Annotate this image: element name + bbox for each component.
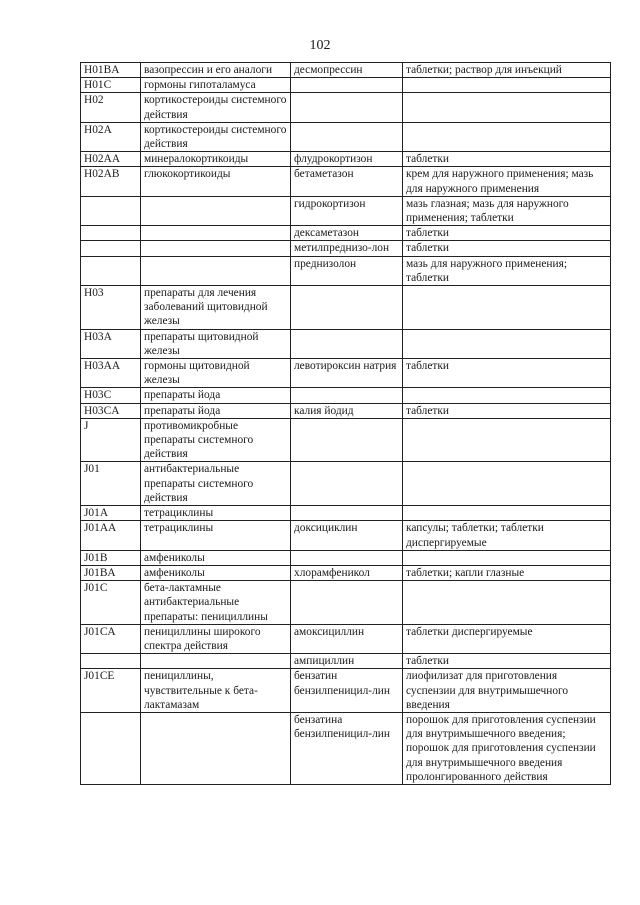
dosage-form-cell: порошок для приготовления суспензии для внутримышечного введения; порошок для приготовления суспензии для внутримышечного введения пролонгированного действия	[403, 712, 611, 784]
dosage-form-cell: таблетки	[403, 226, 611, 241]
dosage-form-cell: капсулы; таблетки; таблетки диспергируемые	[403, 521, 611, 550]
dosage-form-cell: мазь для наружного применения; таблетки	[403, 256, 611, 285]
table-row	[81, 550, 611, 565]
dosage-form-cell	[403, 388, 611, 403]
table-row	[81, 581, 611, 625]
dosage-form-cell	[403, 286, 611, 330]
drug-name-cell: дексаметазон	[291, 226, 403, 241]
dosage-form-cell	[403, 122, 611, 151]
atc-group-cell: препараты йода	[141, 388, 291, 403]
atc-code-cell	[81, 196, 141, 225]
atc-code-cell: H01BA	[81, 63, 141, 78]
drug-name-cell: бензатина бензилпеницил-лин	[291, 712, 403, 784]
table-row	[81, 712, 611, 784]
drug-name-cell: калия йодид	[291, 403, 403, 418]
drug-name-cell: доксициклин	[291, 521, 403, 550]
table-row	[81, 286, 611, 330]
dosage-form-cell	[403, 418, 611, 462]
drug-name-cell	[291, 462, 403, 506]
atc-code-cell: H02	[81, 93, 141, 122]
atc-group-cell: кортикостероиды системного действия	[141, 122, 291, 151]
atc-code-cell: H03	[81, 286, 141, 330]
atc-group-cell: гормоны щитовидной железы	[141, 359, 291, 388]
drug-name-cell	[291, 388, 403, 403]
table-row	[81, 122, 611, 151]
atc-group-cell: амфениколы	[141, 565, 291, 580]
dosage-form-cell: таблетки	[403, 241, 611, 256]
atc-group-cell: бета-лактамные антибактериальные препараты: пенициллины	[141, 581, 291, 625]
atc-code-cell: J01CA	[81, 624, 141, 653]
table-row	[81, 241, 611, 256]
dosage-form-cell	[403, 78, 611, 93]
dosage-form-cell: крем для наружного применения; мазь для наружного применения	[403, 167, 611, 196]
table-row	[81, 462, 611, 506]
table-row	[81, 78, 611, 93]
page-number: 102	[309, 38, 331, 53]
drug-name-cell	[291, 581, 403, 625]
drug-name-cell: хлорамфеникол	[291, 565, 403, 580]
atc-code-cell: H03A	[81, 329, 141, 358]
drug-name-cell: бетаметазон	[291, 167, 403, 196]
atc-group-cell	[141, 654, 291, 669]
table-row	[81, 329, 611, 358]
table-row	[81, 167, 611, 196]
table-row	[81, 418, 611, 462]
atc-code-cell: J01AA	[81, 521, 141, 550]
table-row	[81, 93, 611, 122]
atc-group-cell	[141, 196, 291, 225]
table-row	[81, 624, 611, 653]
dosage-form-cell: таблетки диспергируемые	[403, 624, 611, 653]
drug-name-cell: преднизолон	[291, 256, 403, 285]
dosage-form-cell	[403, 581, 611, 625]
drug-name-cell: флудрокортизон	[291, 152, 403, 167]
atc-code-cell: J	[81, 418, 141, 462]
atc-group-cell: пенициллины, чувствительные к бета-лактамазам	[141, 669, 291, 713]
dosage-form-cell: таблетки; раствор для инъекций	[403, 63, 611, 78]
atc-group-cell: кортикостероиды системного действия	[141, 93, 291, 122]
drug-name-cell: амоксициллин	[291, 624, 403, 653]
drug-name-cell: бензатин бензилпеницил-лин	[291, 669, 403, 713]
atc-code-cell: J01B	[81, 550, 141, 565]
atc-group-cell: амфениколы	[141, 550, 291, 565]
dosage-form-cell	[403, 550, 611, 565]
atc-group-cell: препараты щитовидной железы	[141, 329, 291, 358]
table-row	[81, 256, 611, 285]
atc-code-cell	[81, 654, 141, 669]
dosage-form-cell	[403, 506, 611, 521]
atc-group-cell	[141, 712, 291, 784]
drug-name-cell	[291, 550, 403, 565]
dosage-form-cell: таблетки	[403, 359, 611, 388]
atc-code-cell: H01C	[81, 78, 141, 93]
drug-table	[80, 62, 611, 785]
atc-group-cell	[141, 241, 291, 256]
atc-group-cell	[141, 256, 291, 285]
atc-code-cell	[81, 712, 141, 784]
dosage-form-cell: таблетки	[403, 403, 611, 418]
table-row	[81, 669, 611, 713]
table-row	[81, 506, 611, 521]
atc-code-cell: J01C	[81, 581, 141, 625]
atc-code-cell	[81, 241, 141, 256]
table-row	[81, 403, 611, 418]
dosage-form-cell: таблетки	[403, 654, 611, 669]
drug-name-cell: левотироксин натрия	[291, 359, 403, 388]
atc-group-cell: тетрациклины	[141, 506, 291, 521]
atc-code-cell: J01BA	[81, 565, 141, 580]
drug-name-cell	[291, 418, 403, 462]
drug-name-cell	[291, 329, 403, 358]
dosage-form-cell	[403, 93, 611, 122]
drug-name-cell	[291, 506, 403, 521]
drug-name-cell: десмопрессин	[291, 63, 403, 78]
atc-code-cell: H02A	[81, 122, 141, 151]
table-row	[81, 63, 611, 78]
dosage-form-cell: мазь глазная; мазь для наружного применения; таблетки	[403, 196, 611, 225]
drug-table-body	[81, 63, 611, 785]
atc-code-cell: H03CA	[81, 403, 141, 418]
dosage-form-cell: таблетки; капли глазные	[403, 565, 611, 580]
table-row	[81, 152, 611, 167]
atc-group-cell: глюкокортикоиды	[141, 167, 291, 196]
atc-code-cell: H02AA	[81, 152, 141, 167]
drug-name-cell	[291, 93, 403, 122]
dosage-form-cell: лиофилизат для приготовления суспензии для внутримышечного введения	[403, 669, 611, 713]
drug-name-cell: метилпреднизо-лон	[291, 241, 403, 256]
drug-name-cell: ампициллин	[291, 654, 403, 669]
atc-code-cell	[81, 256, 141, 285]
atc-group-cell: вазопрессин и его аналоги	[141, 63, 291, 78]
dosage-form-cell: таблетки	[403, 152, 611, 167]
atc-code-cell: J01A	[81, 506, 141, 521]
atc-group-cell: препараты йода	[141, 403, 291, 418]
atc-group-cell: антибактериальные препараты системного действия	[141, 462, 291, 506]
atc-code-cell: H02AB	[81, 167, 141, 196]
table-row	[81, 565, 611, 580]
table-row	[81, 388, 611, 403]
drug-name-cell	[291, 286, 403, 330]
drug-name-cell: гидрокортизон	[291, 196, 403, 225]
drug-name-cell	[291, 122, 403, 151]
atc-group-cell: минералокортикоиды	[141, 152, 291, 167]
atc-group-cell: гормоны гипоталамуса	[141, 78, 291, 93]
atc-group-cell: препараты для лечения заболеваний щитовидной железы	[141, 286, 291, 330]
atc-code-cell: J01CE	[81, 669, 141, 713]
drug-name-cell	[291, 78, 403, 93]
atc-code-cell: J01	[81, 462, 141, 506]
atc-group-cell	[141, 226, 291, 241]
table-row	[81, 226, 611, 241]
dosage-form-cell	[403, 462, 611, 506]
atc-group-cell: пенициллины широкого спектра действия	[141, 624, 291, 653]
table-row	[81, 521, 611, 550]
dosage-form-cell	[403, 329, 611, 358]
atc-group-cell: противомикробные препараты системного действия	[141, 418, 291, 462]
table-row	[81, 196, 611, 225]
atc-code-cell: H03AA	[81, 359, 141, 388]
atc-code-cell	[81, 226, 141, 241]
atc-code-cell: H03C	[81, 388, 141, 403]
table-row	[81, 654, 611, 669]
atc-group-cell: тетрациклины	[141, 521, 291, 550]
table-row	[81, 359, 611, 388]
